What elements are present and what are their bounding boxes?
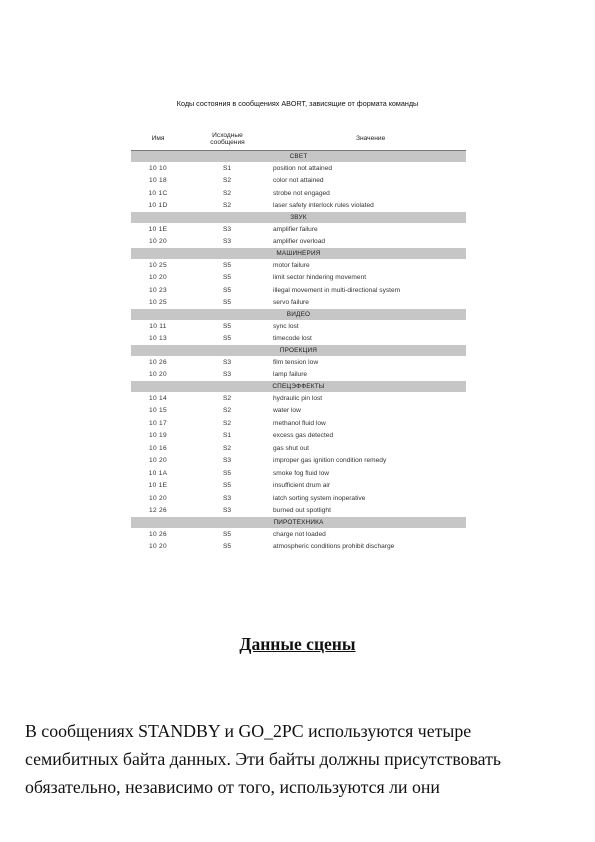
- cell-name: 10 11: [149, 322, 167, 330]
- cell-name: 10 20: [148, 457, 167, 465]
- table-row: [131, 162, 466, 175]
- section-title: ПИРОТЕХНИКА: [131, 517, 466, 528]
- cell-name: 10 1D: [148, 202, 168, 210]
- cell-meaning: motor failure: [273, 261, 310, 269]
- table-row: [131, 417, 466, 430]
- table-row: [131, 541, 466, 554]
- cell-source: S5: [223, 469, 232, 477]
- table-row: [131, 492, 466, 505]
- section-row: [131, 212, 466, 223]
- cell-meaning: latch sorting system inoperative: [273, 494, 366, 502]
- table-row: [131, 528, 466, 541]
- table-row: [131, 369, 466, 382]
- cell-source: S5: [223, 322, 232, 330]
- cell-name: 10 26: [148, 358, 167, 366]
- table-row: [131, 392, 466, 405]
- section-row: [131, 309, 466, 320]
- cell-name: 10 1E: [148, 482, 168, 490]
- cell-name: 10 1E: [148, 225, 168, 233]
- header-name: Имя: [131, 128, 185, 151]
- cell-meaning: lamp failure: [273, 371, 308, 379]
- header-meaning: Значение: [270, 128, 466, 151]
- cell-name: 10 1C: [148, 189, 168, 197]
- cell-meaning: hydraulic pin lost: [273, 394, 323, 402]
- table-row: [131, 272, 466, 285]
- table-row: [131, 333, 466, 346]
- table-row: [131, 430, 466, 443]
- cell-name: 10 19: [148, 432, 167, 440]
- table-header-row: [131, 128, 466, 151]
- cell-source: S5: [223, 286, 232, 294]
- cell-source: S3: [223, 457, 232, 465]
- cell-name: 10 20: [148, 238, 167, 246]
- cell-meaning: color not attained: [273, 177, 324, 185]
- cell-name: 12 26: [148, 507, 167, 515]
- cell-name: 10 25: [148, 299, 167, 307]
- cell-meaning: position not attained: [273, 164, 333, 172]
- cell-meaning: servo failure: [273, 299, 309, 307]
- section-row: [131, 517, 466, 528]
- cell-meaning: laser safety interlock rules violated: [273, 202, 374, 210]
- cell-name: 10 10: [148, 164, 167, 172]
- cell-name: 10 15: [148, 407, 167, 415]
- table-row: [131, 442, 466, 455]
- cell-meaning: strobe not engaged: [273, 189, 330, 197]
- scene-heading: Данные сцены: [239, 634, 356, 654]
- table-row: [131, 236, 466, 249]
- cell-name: 10 1A: [148, 469, 168, 477]
- cell-name: 10 14: [148, 394, 167, 402]
- table-row: [131, 200, 466, 213]
- section-title: ПРОЕКЦИЯ: [131, 345, 466, 356]
- table-row: [131, 320, 466, 333]
- cell-meaning: atmospheric conditions prohibit discharge: [273, 543, 395, 551]
- table-row: [131, 175, 466, 188]
- cell-meaning: water low: [273, 407, 301, 415]
- cell-meaning: burned out spotlight: [273, 507, 331, 515]
- section-title: ЗВУК: [131, 212, 466, 223]
- cell-meaning: excess gas detected: [273, 432, 334, 440]
- body-line: обязательно, независимо от того, используются ли они: [25, 777, 440, 797]
- cell-meaning: amplifier failure: [273, 225, 318, 233]
- cell-source: S2: [223, 394, 232, 402]
- section-title: ВИДЕО: [131, 309, 466, 320]
- cell-source: S3: [223, 494, 232, 502]
- cell-name: 10 20: [148, 494, 167, 502]
- table-row: [131, 356, 466, 369]
- cell-source: S3: [223, 507, 232, 515]
- cell-source: S2: [223, 202, 232, 210]
- cell-source: S1: [223, 432, 232, 440]
- cell-source: S2: [223, 189, 232, 197]
- cell-meaning: film tension low: [273, 358, 319, 366]
- table-row: [131, 187, 466, 200]
- header-source: Исходные сообщения: [185, 128, 270, 151]
- table-row: [131, 505, 466, 518]
- cell-meaning: improper gas ignition condition remedy: [273, 457, 387, 465]
- section-row: [131, 345, 466, 356]
- section-title: СПЕЦЭФФЕКТЫ: [131, 381, 466, 392]
- cell-meaning: methanol fluid low: [273, 419, 326, 427]
- cell-meaning: timecode lost: [273, 335, 312, 343]
- cell-source: S3: [223, 238, 232, 246]
- body-line: семибитных байта данных. Эти байты должны присутствовать: [25, 749, 501, 769]
- cell-meaning: sync lost: [273, 322, 299, 330]
- cell-source: S5: [223, 530, 232, 538]
- cell-source: S5: [223, 543, 232, 551]
- cell-source: S2: [223, 419, 232, 427]
- table-row: [131, 405, 466, 418]
- cell-source: S5: [223, 335, 232, 343]
- cell-source: S5: [223, 299, 232, 307]
- cell-name: 10 17: [148, 419, 167, 427]
- section-row: [131, 381, 466, 392]
- cell-name: 10 13: [148, 335, 167, 343]
- body-line: В сообщениях STANDBY и GO_2PC используются четыре: [25, 721, 472, 741]
- cell-source: S2: [223, 407, 232, 415]
- table-title: Коды состояния в сообщениях ABORT, зависящие от формата команды: [176, 99, 419, 108]
- cell-name: 10 18: [148, 177, 167, 185]
- status-codes-table: [131, 128, 466, 553]
- cell-meaning: gas shut out: [273, 444, 309, 452]
- cell-meaning: insufficient drum air: [273, 482, 331, 490]
- body-paragraph: [25, 717, 575, 801]
- cell-source: S3: [223, 225, 232, 233]
- cell-meaning: smoke fog fluid low: [273, 469, 330, 477]
- cell-meaning: amplifier overload: [273, 238, 326, 246]
- cell-source: S1: [223, 164, 232, 172]
- table-row: [131, 455, 466, 468]
- section-title: МАШИНЕРИЯ: [131, 248, 466, 259]
- cell-meaning: limit sector hindering movement: [273, 274, 367, 282]
- cell-source: S3: [223, 371, 232, 379]
- cell-source: S5: [223, 482, 232, 490]
- cell-name: 10 20: [148, 543, 167, 551]
- cell-source: S2: [223, 177, 232, 185]
- cell-meaning: illegal movement in multi-directional system: [273, 286, 401, 294]
- section-title: СВЕТ: [131, 151, 466, 163]
- section-row: [131, 151, 466, 163]
- table-row: [131, 467, 466, 480]
- table-row: [131, 259, 466, 272]
- cell-source: S2: [223, 444, 232, 452]
- cell-name: 10 25: [148, 261, 167, 269]
- cell-source: S5: [223, 261, 232, 269]
- table-row: [131, 480, 466, 493]
- cell-name: 10 23: [148, 286, 167, 294]
- cell-meaning: charge not loaded: [273, 530, 326, 538]
- table-row: [131, 297, 466, 310]
- cell-source: S3: [223, 358, 232, 366]
- cell-name: 10 20: [148, 274, 167, 282]
- cell-name: 10 16: [148, 444, 167, 452]
- section-row: [131, 248, 466, 259]
- cell-name: 10 20: [148, 371, 167, 379]
- table-row: [131, 223, 466, 236]
- cell-source: S5: [223, 274, 232, 282]
- table-body: [131, 151, 466, 554]
- table-row: [131, 284, 466, 297]
- cell-name: 10 26: [148, 530, 167, 538]
